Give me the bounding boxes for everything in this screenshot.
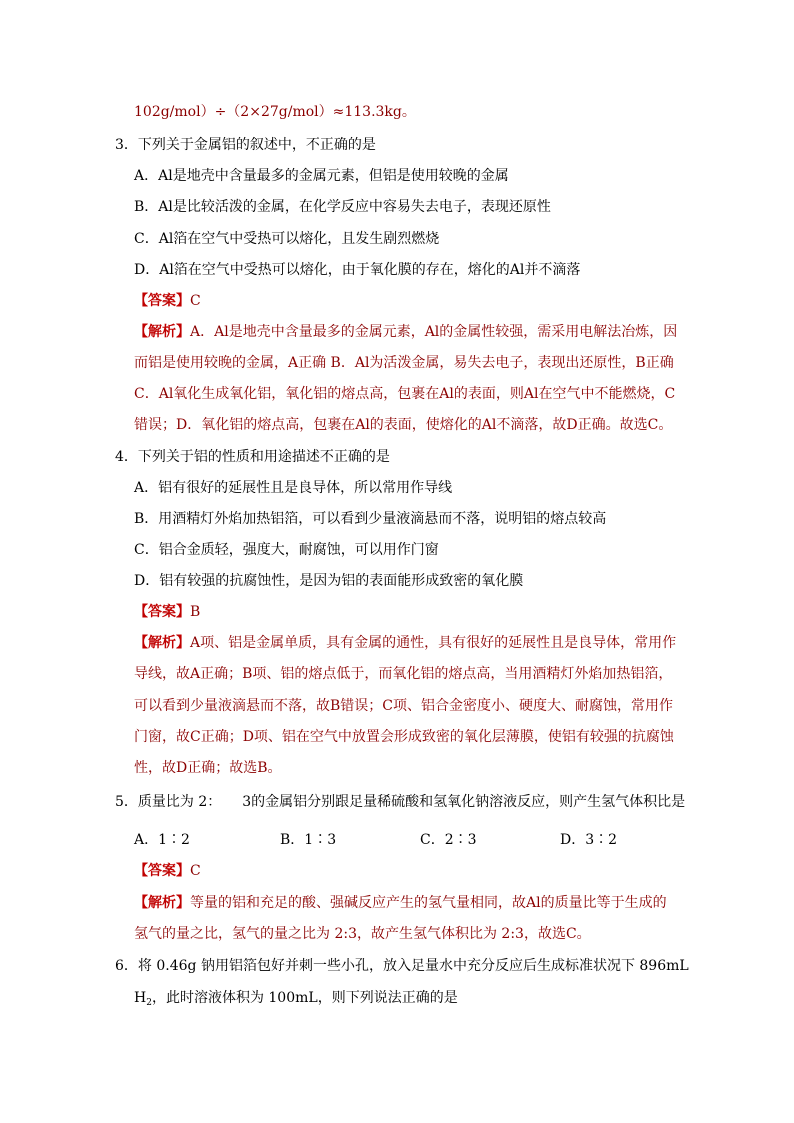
question-3-option-c: C．Al箔在空气中受热可以熔化，且发生剧烈燃烧: [134, 231, 440, 247]
question-4-analysis-line-2: 导线，故A正确；B项、铝的熔点低于，而氧化铝的熔点高，当用酒精灯外焰加热铝箔，: [134, 666, 673, 682]
question-5-answer: [134, 862, 201, 880]
question-3-stem: [115, 136, 376, 154]
question-5-option-d: D．3∶2: [560, 832, 618, 848]
question-4-analysis-line-4: 门窗，故C正确；D项、铝在空气中放置会形成致密的氧化层薄膜，使铝有较强的抗腐蚀: [134, 729, 674, 745]
analysis-label: 【解析】: [134, 895, 190, 911]
question-text: 下列关于铝的性质和用途描述不正确的是: [137, 449, 390, 465]
question-5-analysis-line-2: 氢气的量之比，氢气的量之比为 2:3，故产生氢气体积比为 2:3，故选C。: [134, 926, 591, 942]
question-text: 将 0.46g 钠用铝箔包好并刺一些小孔，放入足量水中充分反应后生成标准状况下 896mL: [137, 958, 689, 974]
question-3-option-d: D．Al箔在空气中受热可以熔化，由于氧化膜的存在，熔化的Al并不滴落: [134, 262, 581, 278]
question-3-option-a: A．Al是地壳中含量最多的金属元素，但铝是使用较晚的金属: [134, 168, 509, 184]
question-4-analysis-line-5: 性，故D正确；故选B。: [134, 760, 282, 776]
question-3-analysis-line-2: 而铝是使用较晚的金属，A正确 B．Al为活泼金属，易失去电子，表现出还原性，B正确: [134, 355, 674, 371]
question-6-stem-line-1: [115, 957, 689, 975]
question-3-option-b: B．Al是比较活泼的金属，在化学反应中容易失去电子，表现还原性: [134, 199, 551, 215]
question-text: 质量比为 2： 3的金属铝分别跟足量稀硫酸和氢氧化钠溶液反应，则产生氢气体积比是: [137, 794, 686, 810]
answer-value: C: [190, 293, 201, 309]
answer-label: 【答案】: [134, 604, 190, 620]
analysis-label: 【解析】: [134, 324, 190, 340]
subscript: 2: [146, 998, 152, 1008]
question-number: 5．: [115, 794, 138, 810]
answer-value: C: [190, 863, 201, 879]
question-5-option-b: B．1∶3: [280, 832, 337, 848]
question-4-option-c: C．铝合金质轻，强度大，耐腐蚀，可以用作门窗: [134, 542, 439, 558]
analysis-label: 【解析】: [134, 635, 190, 651]
question-5-stem: [115, 793, 685, 811]
previous-analysis-continuation: 102g/mol）÷（2×27g/mol）≈113.3kg。: [134, 104, 416, 120]
question-number: 3．: [115, 137, 138, 153]
question-6-stem-line-2: $H_2$，此时溶液体积为 100mL，则下列说法正确的是: [134, 990, 458, 1008]
question-3-analysis-line-4: 错误；D．氧化铝的熔点高，包裹在Al的表面，使熔化的Al不滴落，故D正确。故选C。: [134, 417, 673, 433]
question-3-analysis-line-3: C．Al氧化生成氧化铝，氧化铝的熔点高，包裹在Al的表面，则Al在空气中不能燃烧，C: [134, 386, 676, 402]
question-4-option-a: A．铝有很好的延展性且是良导体，所以常用作导线: [134, 480, 453, 496]
answer-value: B: [190, 604, 201, 620]
question-5-option-c: C．2∶3: [420, 832, 477, 848]
question-4-answer: [134, 603, 200, 621]
question-4-stem: [115, 448, 390, 466]
question-text: 下列关于金属铝的叙述中，不正确的是: [137, 137, 376, 153]
answer-label: 【答案】: [134, 293, 190, 309]
question-4-analysis-line-3: 可以看到少量液滴悬而不落，故B错误；C项、铝合金密度小、硬度大、耐腐蚀，常用作: [134, 698, 673, 714]
question-3-analysis-line-1: 【解析】A．Al是地壳中含量最多的金属元素，Al的金属性较强，需采用电解法冶炼，因: [134, 324, 678, 340]
question-4-analysis-line-1: 【解析】A项、铝是金属单质，具有金属的通性，具有很好的延展性且是良导体，常用作: [134, 635, 677, 651]
question-number: 6．: [115, 958, 138, 974]
question-4-option-b: B．用酒精灯外焰加热铝箔，可以看到少量液滴悬而不落，说明铝的熔点较高: [134, 511, 607, 527]
question-3-answer: [134, 292, 201, 310]
question-5-option-a: A．1∶2: [134, 832, 190, 848]
answer-label: 【答案】: [134, 863, 190, 879]
question-5-analysis-line-1: 【解析】等量的铝和充足的酸、强碱反应产生的氢气量相同，故Al的质量比等于生成的: [134, 895, 667, 911]
question-number: 4．: [115, 449, 138, 465]
question-4-option-d: D．铝有较强的抗腐蚀性，是因为铝的表面能形成致密的氧化膜: [134, 573, 524, 589]
